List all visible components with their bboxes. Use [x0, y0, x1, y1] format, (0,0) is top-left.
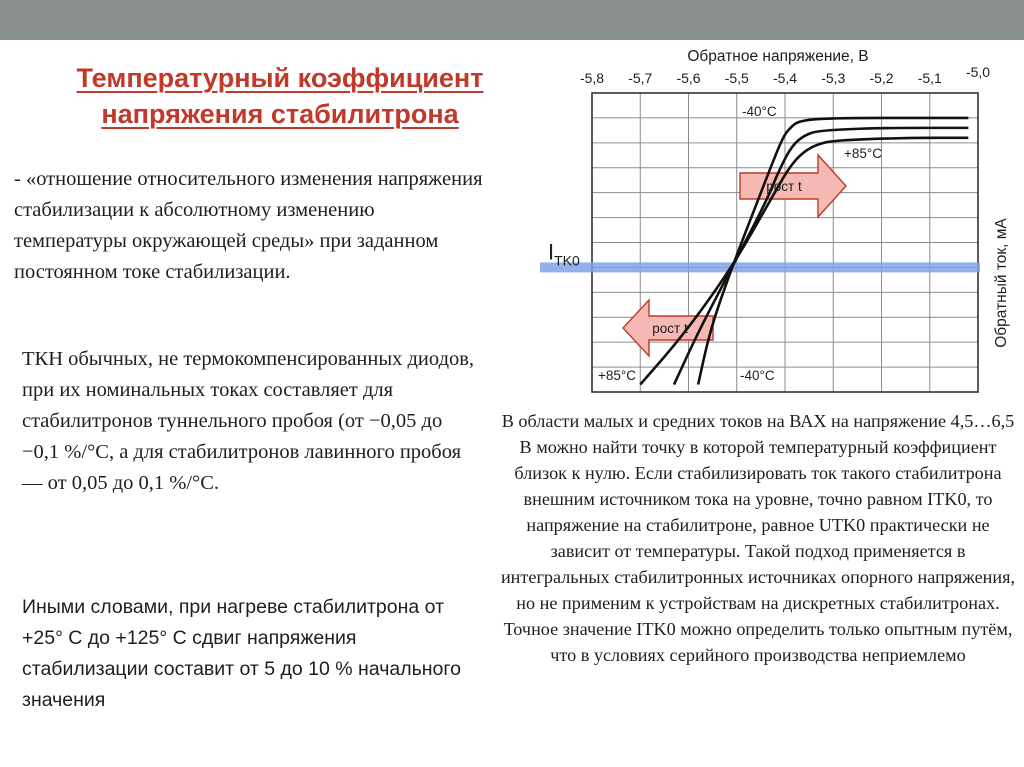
vac-chart [540, 40, 1024, 400]
x-tick-label: -5,4 [772, 70, 798, 86]
y-axis-title: Обратный ток, мА [993, 218, 1010, 348]
itk0-label: $I_{TK0}$ [548, 239, 580, 269]
tkn-text: ТКН обычных, не термокомпенсированных диодов, при их номинальных токах составляет для стабилитронов туннельного пробоя (от −0,05 до −0,1 %/°С, а для стабилитронов лавинного пробоя — от 0,05 до 0,1 %/°С. [22, 348, 475, 494]
label-bottom-plus85: +85°C [598, 368, 637, 383]
x-tick-label: -5,7 [628, 70, 653, 86]
arrow-right-label: рост t [766, 179, 802, 194]
label-top-minus40: -40°C [742, 104, 777, 119]
x-tick-label: -5,8 [579, 70, 605, 86]
label-bottom-minus40: -40°C [740, 368, 775, 383]
heating-text: Иными словами, при нагреве стабилитрона от +25° С до +125° С сдвиг напряжения стабилизации составит от 5 до 10 % начального значения [22, 596, 461, 711]
x-tick-label: -5,6 [676, 70, 701, 86]
x-tick-label: -5,3 [821, 70, 846, 86]
right-explanation-text: В области малых и средних токов на ВАХ на напряжение 4,5…6,5 В можно найти точку в которой температурный коэффициент близок к нулю. Если стабилизировать ток такого стабилитрона внешним источником тока на уровне, точно равном ITK0, то напряжение на стабилитроне, равное UTK0 практически не зависит от температуры. Такой подход применяется в интегральных стабилитронных источниках опорного напряжения, но не применим к устройствам на дискретных стабилитронах. Точное значение ITK0 можно определить только опытным путём, что в условиях серийного производства неприемлемо [500, 411, 1016, 665]
x-tick-labels [580, 64, 990, 86]
label-top-plus85: +85°C [844, 146, 883, 161]
top-band [0, 0, 1024, 40]
slide-title-line-2: напряжения стабилитрона [101, 99, 459, 129]
arrows [623, 155, 846, 356]
x-tick-label: -5,1 [917, 70, 942, 86]
x-axis-title: Обратное напряжение, В [687, 48, 869, 65]
slide-title [0, 60, 560, 132]
slide-title-line-1: Температурный коэффициент [76, 63, 484, 93]
vac-curves [640, 118, 968, 385]
x-tick-label: -5,2 [869, 70, 894, 86]
itk0-reference-line [540, 262, 980, 272]
x-tick-label: -5,5 [724, 70, 749, 86]
x-tick-label: -5,0 [965, 64, 991, 80]
definition-text: - «отношение относительного изменения напряжения стабилизации к абсолютному изменению температуры окружающей среды» при заданном постоянном токе стабилизации. [14, 168, 483, 283]
arrow-left-label: рост t [652, 321, 688, 336]
